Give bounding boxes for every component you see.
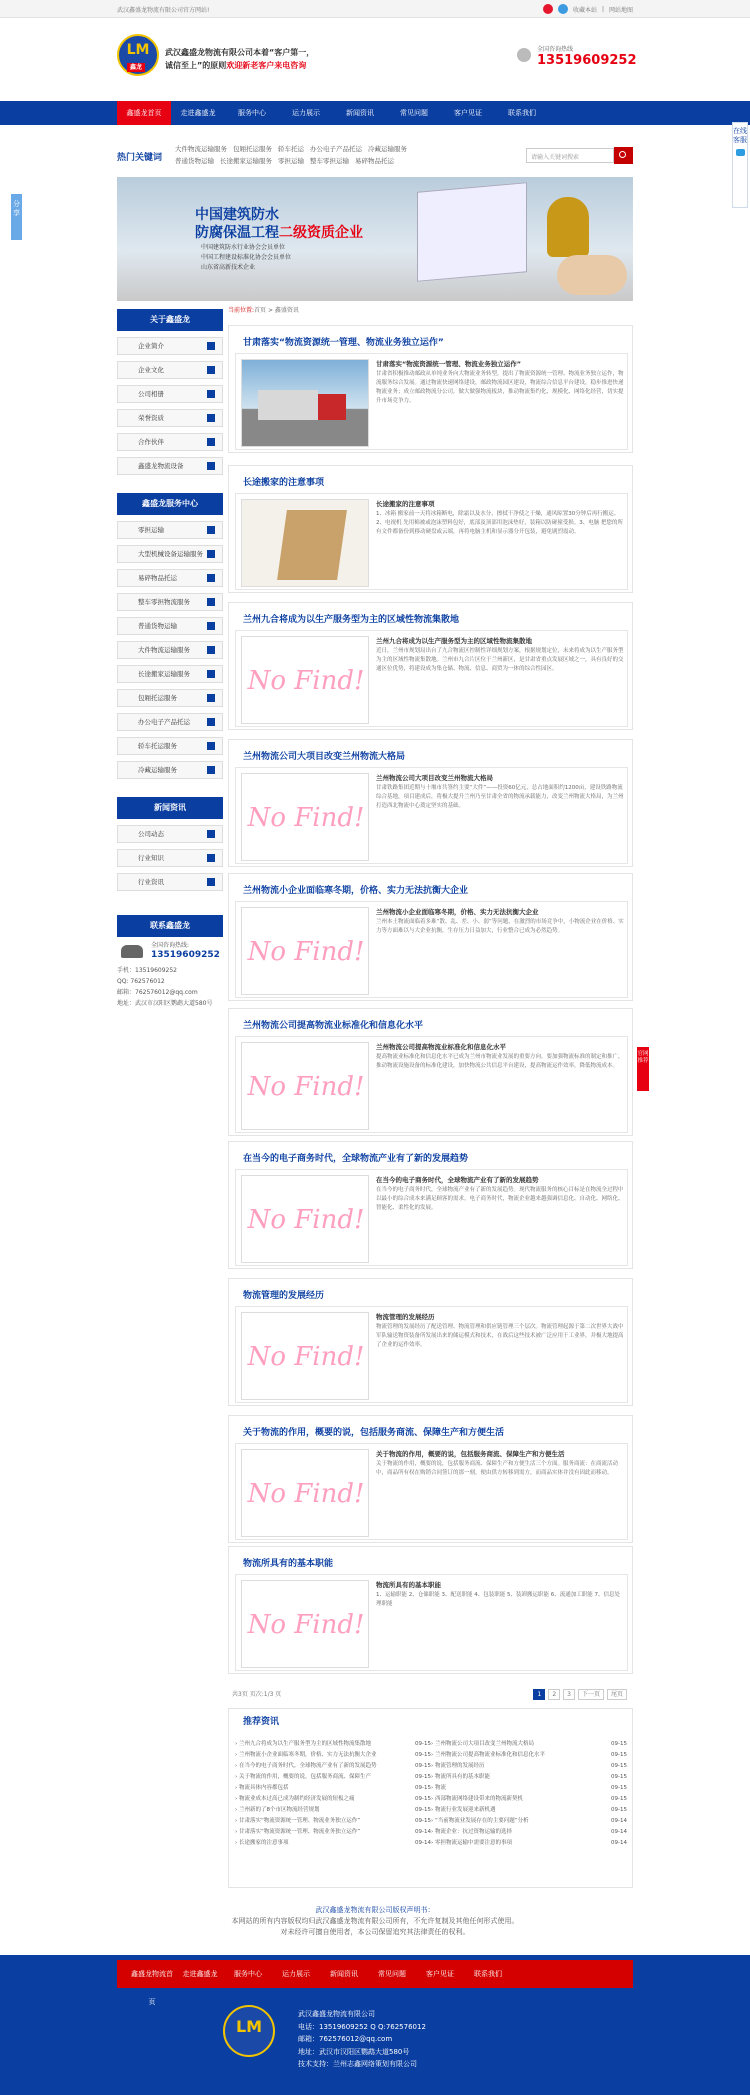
footer-nav-item[interactable]: 客户见证 <box>426 1970 454 1978</box>
nav-home[interactable]: 鑫盛龙首页 <box>117 101 171 125</box>
keyword-link[interactable]: 大件物流运输服务 <box>175 145 227 153</box>
article-thumbnail[interactable] <box>241 773 369 861</box>
slogan: 武汉鑫盛龙物流有限公司本着“客户第一， 诚信至上”的原则欢迎新老客户来电咨询 <box>165 48 315 70</box>
recommend-item[interactable]: › 物流企业：抗过资物运输的选择 09-14 <box>431 1827 627 1838</box>
sidebar-news: 新闻资讯 公司动态 行业知识 行业资讯 <box>117 797 223 897</box>
keyword-link[interactable]: 长途搬家运输服务 <box>220 157 272 165</box>
article-thumbnail[interactable] <box>241 499 369 587</box>
article-card <box>228 602 633 730</box>
recommend-item[interactable]: › 兰州九合将成为以生产服务型为主的区域性物流集散地 09-15 <box>235 1739 431 1750</box>
nav-about[interactable]: 走进鑫盛龙 <box>180 109 216 117</box>
next-page[interactable]: 下一页 <box>578 1689 604 1700</box>
recommend-item[interactable]: › 兰州物流小企业面临寒冬期，价格、实力无法抗衡大企业 09-15 <box>235 1750 431 1761</box>
article-card <box>228 325 633 453</box>
pagination: 共3页 页次:1/3 页 1 2 3 下一页 尾页 <box>228 1687 633 1701</box>
nav-news[interactable]: 新闻资讯 <box>346 109 374 117</box>
article-title[interactable]: 在当今的电子商务时代，全球物流产业有了新的发展趋势 <box>243 1154 469 1164</box>
sidebar-item[interactable]: 轿车托运服务 <box>117 737 223 755</box>
page-3[interactable]: 3 <box>563 1689 575 1700</box>
welcome-text: 武汉鑫盛龙物流有限公司官方网站! <box>117 7 210 14</box>
nav-testimonials[interactable]: 客户见证 <box>454 109 482 117</box>
last-page[interactable]: 尾页 <box>607 1689 627 1700</box>
article-subtitle[interactable]: 物流所具有的基本职能 <box>376 1581 441 1589</box>
nav-contact[interactable]: 联系我们 <box>508 109 536 117</box>
certificate-image <box>417 182 527 282</box>
keyword-list <box>175 143 440 167</box>
article-thumbnail[interactable] <box>241 1042 369 1130</box>
recommend-item[interactable]: › 兰州新的了8个市区物流经营规划 09-15 <box>235 1805 431 1816</box>
nav-faq[interactable]: 常见问题 <box>400 109 428 117</box>
recommend-item[interactable]: › 物流所具有的基本职能 09-15 <box>431 1772 627 1783</box>
page-2[interactable]: 2 <box>548 1689 560 1700</box>
recommend-item[interactable]: › 零担物流运输中需要注意的事项 09-14 <box>431 1838 627 1849</box>
recommend-item[interactable]: › 关于物流的作用，概要的说，包括服务商流、保障生产 09-15 <box>235 1772 431 1783</box>
recommend-item[interactable]: › 西部物流网络建设带来的物流新契机 09-15 <box>431 1794 627 1805</box>
article-title[interactable]: 关于物流的作用，概要的说，包括服务商流、保障生产和方便生活 <box>243 1428 505 1438</box>
article-title[interactable]: 物流管理的发展经历 <box>243 1291 325 1301</box>
sidebar-item[interactable]: 办公电子产品托运 <box>117 713 223 731</box>
keyword-link[interactable]: 普通货物运输 <box>175 157 214 165</box>
footer-logo: LM <box>223 2005 275 2057</box>
share-tab[interactable]: 分享 <box>11 194 22 240</box>
sidebar-item[interactable]: 长途搬家运输服务 <box>117 665 223 683</box>
footer-info: 武汉鑫盛龙物流有限公司 电话：13519609252 Q Q:762576012 邮箱：762576012@qq.com 地址：武汉市汉阳区鹦鹉大道580号 技术支持：兰州志鑫网络策划有限公司 <box>298 2010 426 2068</box>
sidebar-item[interactable]: 行业资讯 <box>117 873 223 891</box>
sidebar-item[interactable]: 企业文化 <box>117 361 223 379</box>
sidebar-item[interactable]: 合作伙伴 <box>117 433 223 451</box>
sidebar-item[interactable]: 大型机械设备运输服务 <box>117 545 223 563</box>
article-title[interactable]: 长途搬家的注意事项 <box>243 478 325 488</box>
article-subtitle[interactable]: 兰州物流小企业面临寒冬期，价格、实力无法抗衡大企业 <box>376 908 539 916</box>
header: LM 鑫龙 武汉鑫盛龙物流有限公司本着“客户第一， 诚信至上”的原则欢迎新老客户来电咨询 全国咨询热线 13519609252 <box>117 28 633 93</box>
article-title[interactable]: 兰州物流公司提高物流业标准化和信息化水平 <box>243 1021 424 1031</box>
footer-nav <box>117 1960 633 2006</box>
article-card <box>228 1278 633 1406</box>
sitemap-link[interactable]: 网站地图 <box>608 6 633 14</box>
bookmark-link[interactable]: 收藏本站 <box>572 6 597 14</box>
keyword-link[interactable]: 冷藏运输服务 <box>368 145 407 153</box>
article-subtitle[interactable]: 兰州物流公司大项目改变兰州物流大格局 <box>376 774 493 782</box>
top-links: 收藏本站 | 网站地图 <box>543 4 633 14</box>
article-summary: 1、冰箱 搬家前一天将冰箱断电，除霜以及水分，擦拭干净使之干燥，通风晾置30分钟后再行搬运。2、电视机 先用棉被或泡沫塑料包好，底部及顶部用泡沫垫好，装箱以防碰撞受损。3、电脑 把您的所有文件都备份到移动硬盘或云端，再将电脑主机和显示器分开包装，避免剧烈震动。 <box>376 511 623 535</box>
article-title[interactable]: 兰州物流公司大项目改变兰州物流大格局 <box>243 752 406 762</box>
article-summary: 关于物流的作用，概要的说，包括服务商流、保障生产和方便生活三个方面。服务商流：在商流活动中，商品所有权在购销合同签订的那一刻，便由供方转移到需方，而商品实体并没有因此而移动。 <box>376 1461 619 1476</box>
article-title[interactable]: 兰州物流小企业面临寒冬期，价格、实力无法抗衡大企业 <box>243 886 469 896</box>
keyword-link[interactable]: 零担运输 <box>278 157 304 165</box>
footer-nav-item[interactable]: 鑫盛龙物流首页 <box>131 1970 173 2006</box>
no-find-image: No Find! <box>247 1479 365 1509</box>
sidebar-services: 鑫盛龙服务中心 零担运输 大型机械设备运输服务 易碎物品托运 整车零担物流服务 普通货物运输 大件物流运输服务 长途搬家运输服务 包厢托运服务 办公电子产品托运 轿车托运服务 冷藏运输服务 <box>117 493 223 785</box>
article-title[interactable]: 物流所具有的基本职能 <box>243 1559 334 1569</box>
sidebar-item[interactable]: 普通货物运输 <box>117 617 223 635</box>
article-card <box>228 1415 633 1543</box>
article-summary: 在当今的电子商务时代，全球物流产业有了新的发展趋势。现代物流服务的核心目标是在物流全过程中以最小的综合成本来满足顾客的需求。电子商务时代，物流企业越来越强调信息化、自动化、网络化、智能化、柔性化的发展。 <box>376 1187 624 1211</box>
article-card <box>228 739 633 867</box>
article-subtitle[interactable]: 甘肃落实“物流资源统一管理、物流业务独立运作” <box>376 360 522 368</box>
article-card <box>228 1141 633 1269</box>
sidebar-item[interactable]: 企业简介 <box>117 337 223 355</box>
recommend-item[interactable]: › 在当今的电子商务时代，全球物流产业有了新的发展趋势 09-15 <box>235 1761 431 1772</box>
search-input[interactable]: 请输入关键词搜索 <box>526 148 614 163</box>
recommend-item[interactable]: › 甘肃落实“物流资源统一管理、物流业务独立运作” 09-15 <box>235 1816 431 1827</box>
footer-nav-item[interactable]: 新闻资讯 <box>330 1970 358 1978</box>
footer-nav-item[interactable]: 走进鑫盛龙 <box>182 1970 218 1978</box>
article-summary: 甘肃省积极推动邮政从单纯业务向大物流业务转型，提出了物流资源统一管理、物流业务独立运作，物流服务综合发展。通过物流快速网络建设，邮政物流园区建设，物流综合信息平台建设，稳步推进快递物流业务；成立邮政物流分公司，做大做强物流板块，推动物流集约化、规模化、网络化经营，切实提升市场竞争力。 <box>376 371 624 404</box>
article-card <box>228 873 633 1001</box>
article-subtitle[interactable]: 关于物流的作用，概要的说，包括服务商流、保障生产和方便生活 <box>376 1450 565 1458</box>
hotline-number: 13519609252 <box>537 53 637 68</box>
recommend-item[interactable]: › 兰州物流公司大项目改变兰州物流大格局 09-15 <box>431 1739 627 1750</box>
breadcrumb: 当前位置:首页 > 鑫盛资讯 <box>228 307 299 314</box>
nav-capacity[interactable]: 运力展示 <box>292 109 320 117</box>
recommend-item[interactable]: › 长途搬家的注意事项 09-14 <box>235 1838 431 1849</box>
telephone-icon <box>121 945 143 958</box>
footer-nav-item[interactable]: 常见问题 <box>378 1970 406 1978</box>
sidebar-item[interactable]: 包厢托运服务 <box>117 689 223 707</box>
sidebar-contact: 全国咨询热线: 13519609252 手机：13519609252 QQ: 762576012 邮箱：762576012@qq.com 地址：武汉市汉阳区鹦鹉大道580号 <box>117 942 220 1007</box>
chat-icon <box>736 149 745 156</box>
recommend-item[interactable]: › 物流具体内容都包括 09-15 <box>235 1783 431 1794</box>
recommend-item[interactable]: › 兰州物流公司提高物流业标准化和信息化水平 09-15 <box>431 1750 627 1761</box>
no-find-image: No Find! <box>247 666 365 696</box>
sidebar-item[interactable]: 公司动态 <box>117 825 223 843</box>
no-find-image: No Find! <box>247 1342 365 1372</box>
footer-nav-item[interactable]: 联系我们 <box>474 1970 502 1978</box>
sidebar-contact-title: 联系鑫盛龙 <box>117 915 223 937</box>
article-thumbnail[interactable] <box>241 636 369 724</box>
keyword-link[interactable]: 轿车托运 <box>278 145 304 153</box>
hot-keywords: 热门关键词 大件物流运输服务 包厢托运服务 轿车托运 办公电子产品托运 冷藏运输服务 普通货物运输 长途搬家运输服务 零担运输 整车零担运输 易碎物品托运 请输入关键词搜索 <box>117 137 633 173</box>
keyword-link[interactable]: 办公电子产品托运 <box>310 145 362 153</box>
article-card <box>228 1546 633 1674</box>
article-subtitle[interactable]: 长途搬家的注意事项 <box>376 500 435 508</box>
main-nav <box>0 101 750 125</box>
sidebar-item[interactable]: 整车零担物流服务 <box>117 593 223 611</box>
article-summary: 物流管理的发展经历了配送管理、物流管理和供应链管理三个层次。物流管理起源于第二次世界大战中军队输送物资装备所发展出来的储运模式和技术，在战后这些技术被广泛应用于工业界，并极大地提高了企业的运作效率。 <box>376 1324 624 1348</box>
sidebar-item[interactable]: 易碎物品托运 <box>117 569 223 587</box>
no-find-image: No Find! <box>247 1072 365 1102</box>
article-card <box>228 1008 633 1136</box>
no-find-image: No Find! <box>247 937 365 967</box>
sidebar-item[interactable]: 大件物流运输服务 <box>117 641 223 659</box>
page-1[interactable]: 1 <box>533 1689 545 1700</box>
sidebar-item[interactable]: 行业知识 <box>117 849 223 867</box>
article-subtitle[interactable]: 兰州九合将成为以生产服务型为主的区域性物流集散地 <box>376 637 532 645</box>
article-thumbnail[interactable] <box>241 1449 369 1537</box>
banner: 中国建筑防水 防腐保温工程二级资质企业 中国建筑防水行业协会会员单位 中国工程建设标准化协会会员单位 山东省高新技术企业 <box>117 177 633 301</box>
article-thumbnail[interactable] <box>241 1312 369 1400</box>
article-summary: 近日，兰州市规划局出台了九合物流区控制性详细规划方案，根据规划定位，未来将成为以生产服务型为主的区域性物流集散地。兰州市九合片区位于兰州新区，是甘肃省重点发展区域之一，具有良好的交通区位优势，将建设成为集仓储、物流、信息、商贸为一体的综合性园区。 <box>376 648 624 672</box>
keyword-link[interactable]: 包厢托运服务 <box>233 145 272 153</box>
article-subtitle[interactable]: 在当今的电子商务时代，全球物流产业有了新的发展趋势 <box>376 1176 539 1184</box>
no-find-image: No Find! <box>247 1610 365 1640</box>
no-find-image: No Find! <box>247 803 365 833</box>
copyright: 武汉鑫盛龙物流有限公司版权声明书： 本网站的所有内容版权均归武汉鑫盛龙物流有限公司所有，不允许复制及其他任何形式使用。 对未经许可擅自使用者，本公司保留追究其法律责任的权利。 <box>231 1906 519 1936</box>
keyword-link[interactable]: 整车零担运输 <box>310 157 349 165</box>
weibo-icon[interactable] <box>543 4 553 14</box>
recommend-item[interactable]: › “当前物流业发展存在的主要问题”分析 09-14 <box>431 1816 627 1827</box>
online-service[interactable]: 在线客服 <box>732 122 748 208</box>
article-thumbnail[interactable] <box>241 907 369 995</box>
article-summary: 甘肃铁路集团近期与十堰市共签约主要“大件”——投资60亿元，总占地面积约1200亩，建设铁路物流综合基地，项目建成后，将极大提升兰州乃至甘肃全省的物流承载能力，改变兰州物流大格局，为兰州打造西北物流中心奠定坚实的基础。 <box>376 785 624 809</box>
sidebar-item[interactable]: 鑫盛龙物流设备 <box>117 457 223 475</box>
phone-icon <box>517 48 531 62</box>
no-find-image: No Find! <box>247 1205 365 1235</box>
gift-tab[interactable]: 官网推荐 <box>637 1047 649 1091</box>
article-title[interactable]: 兰州九合将成为以生产服务型为主的区域性物流集散地 <box>243 615 460 625</box>
article-summary: 兰州本土物流面临着多难“散、乱、差、小、弱”等问题，在激烈的市场竞争中，小物流企业在价格、实力等方面难以与大企业抗衡，生存压力日益加大，行业整合已成为必然趋势。 <box>376 919 624 934</box>
article-card <box>228 465 633 593</box>
recommended-news: 推荐资讯 › 兰州九合将成为以生产服务型为主的区域性物流集散地 09-15 › 兰州物流小企业面临寒冬期，价格、实力无法抗衡大企业 09-15 › 在当今的电子商务时代，全球物流产业有了新的发展趋势 09-15 › 关于物流的作用，概要的说，包括服务商流、保障生产 09-15 › 物流具体内容都包括 09-15 › 物流业成本过高已成为制约经济发展的短板之痛 09-15 › 兰州新的了8个市区物流经营规划 09-15 › 甘肃落实“物流资源统一管理、物流业务独立运作” 09-15 › 甘肃落实“物流资源统一管理、物流业务独立运作” 09-14 › 长途搬家的注意事项 09-14 › 兰州物流公司大项目改变兰州物流大格局 09-15 › 兰州物流公司提高物流业标准化和信息化水平 09-15 › 物流管理的发展经历 09-15 › 物流所具有的基本职能 09-15 › 物流 09-15 › 西部物流网络建设带来的物流新契机 09-15 › 物流行业发展迎来新机遇 09-15 › “当前物流业发展存在的主要问题”分析 09-14 › 物流企业：抗过资物运输的选择 09-14 › 零担物流运输中需要注意的事项 09-14 <box>228 1708 633 1888</box>
footer-nav-item[interactable]: 运力展示 <box>282 1970 310 1978</box>
sidebar-item[interactable]: 荣誉资质 <box>117 409 223 427</box>
article-subtitle[interactable]: 物流管理的发展经历 <box>376 1313 435 1321</box>
nav-service[interactable]: 服务中心 <box>238 109 266 117</box>
recommend-item[interactable]: › 物流管理的发展经历 09-15 <box>431 1761 627 1772</box>
recommend-item[interactable]: › 甘肃落实“物流资源统一管理、物流业务独立运作” 09-14 <box>235 1827 431 1838</box>
article-thumbnail[interactable] <box>241 359 369 447</box>
recommend-item[interactable]: › 物流业成本过高已成为制约经济发展的短板之痛 09-15 <box>235 1794 431 1805</box>
article-summary: 提高物流业标准化和信息化水平已成为兰州市物流业发展的重要方向。要加强物流标准的制定和推广，推动物流设施设备的标准化建设，加快物流公共信息平台建设，提高物流运作效率，降低物流成本。 <box>376 1054 624 1069</box>
sidebar-about: 关于鑫盛龙 企业简介 企业文化 公司相册 荣誉资质 合作伙伴 鑫盛龙物流设备 <box>117 309 223 481</box>
recommend-item[interactable]: › 物流 09-15 <box>431 1783 627 1794</box>
search-button[interactable] <box>614 147 633 164</box>
article-title[interactable]: 甘肃落实“物流资源统一管理、物流业务独立运作” <box>243 338 444 348</box>
hand-image <box>557 255 627 295</box>
article-thumbnail[interactable] <box>241 1580 369 1668</box>
recommend-item[interactable]: › 物流行业发展迎来新机遇 09-15 <box>431 1805 627 1816</box>
banner-bullets: 中国建筑防水行业协会会员单位 中国工程建设标准化协会会员单位 山东省高新技术企业 <box>201 244 292 271</box>
article-subtitle[interactable]: 兰州物流公司提高物流业标准化和信息化水平 <box>376 1043 506 1051</box>
top-bar <box>0 0 750 18</box>
sidebar-item[interactable]: 零担运输 <box>117 521 223 539</box>
sidebar-item[interactable]: 公司相册 <box>117 385 223 403</box>
sidebar-item[interactable]: 冷藏运输服务 <box>117 761 223 779</box>
article-thumbnail[interactable] <box>241 1175 369 1263</box>
article-summary: 1、运输职能 2、仓储职能 3、配送职能 4、包装职能 5、装卸搬运职能 6、流通加工职能 7、信息处理职能 <box>376 1592 620 1607</box>
tencent-icon[interactable] <box>558 4 568 14</box>
footer <box>0 1955 750 2095</box>
keyword-link[interactable]: 易碎物品托运 <box>355 157 394 165</box>
footer-nav-item[interactable]: 服务中心 <box>234 1970 262 1978</box>
trophy-image <box>547 197 589 257</box>
logo[interactable]: LM 鑫龙 <box>117 34 159 76</box>
